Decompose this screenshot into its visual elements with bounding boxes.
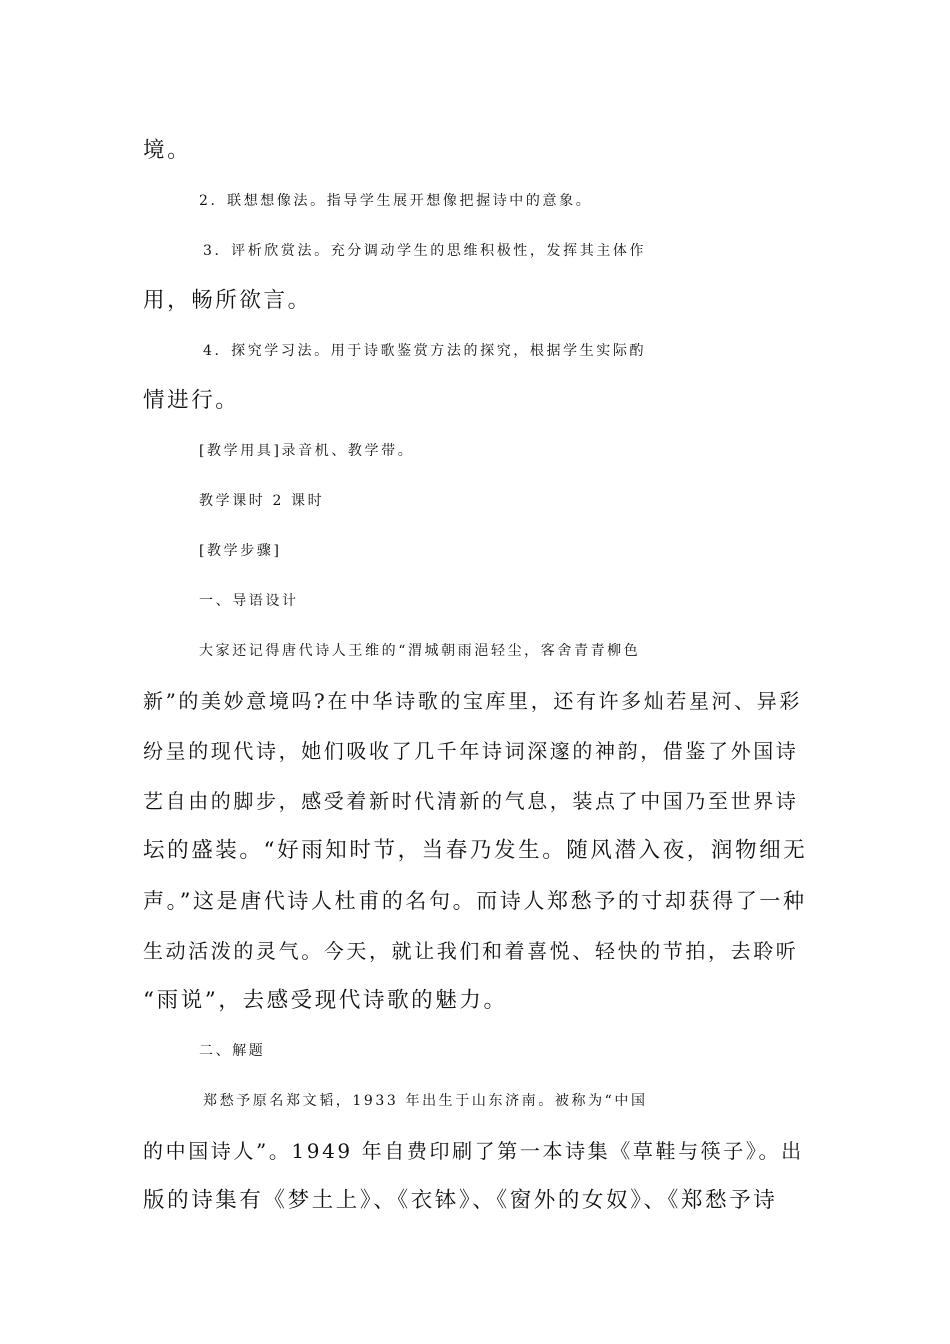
text-line-12: 新”的美妙意境吗?在中华诗歌的宝库里，还有许多灿若星河、异彩 [143, 689, 802, 713]
text-line-4: 用，畅所欲言。 [143, 288, 312, 313]
text-line-11: 大家还记得唐代诗人王维的“渭城朝雨浥轻尘，客舍青青柳色 [199, 643, 641, 659]
text-line-7: [教学用具]录音机、教学带。 [199, 443, 415, 459]
text-line-18: “雨说”，去感受现代诗歌的魅力。 [143, 988, 508, 1013]
text-line-15: 坛的盛装。“好雨知时节，当春乃发生。随风潜入夜，润物细无 [143, 838, 808, 863]
text-line-21: 的中国诗人”。1949 年自费印刷了第一本诗集《草鞋与筷子》。出 [143, 1139, 804, 1163]
section-heading-1: 一、导语设计 [199, 593, 299, 609]
text-line-6: 情进行。 [143, 388, 240, 413]
section-heading-2: 二、解题 [199, 1043, 266, 1059]
text-line-5: 4．探究学习法。用于诗歌鉴赏方法的探究，根据学生实际酌 [203, 343, 647, 359]
text-line-2: 2．联想想像法。指导学生展开想像把握诗中的意象。 [199, 193, 593, 209]
text-line-20: 郑愁予原名郑文韬，1933 年出生于山东济南。被称为“中国 [203, 1093, 648, 1109]
text-line-17: 生动活泼的灵气。今天，就让我们和着喜悦、轻快的节拍，去聆听 [143, 939, 799, 963]
text-line-3: 3．评析欣赏法。充分调动学生的思维积极性，发挥其主体作 [203, 243, 647, 259]
text-line-13: 纷呈的现代诗，她们吸收了几千年诗词深邃的神韵，借鉴了外国诗 [143, 739, 799, 763]
text-line-1: 境。 [143, 138, 192, 163]
text-line-14: 艺自由的脚步，感受着新时代清新的气息，装点了中国乃至世界诗 [143, 789, 799, 813]
text-line-8: 教学课时 2 课时 [199, 493, 325, 509]
text-line-22: 版的诗集有《梦土上》、《衣钵》、《窗外的女奴》、《郑愁予诗 [143, 1188, 778, 1213]
text-line-9: [教学步骤] [199, 543, 282, 559]
text-line-16: 声。”这是唐代诗人杜甫的名句。而诗人郑愁予的寸却获得了一种 [143, 889, 807, 913]
